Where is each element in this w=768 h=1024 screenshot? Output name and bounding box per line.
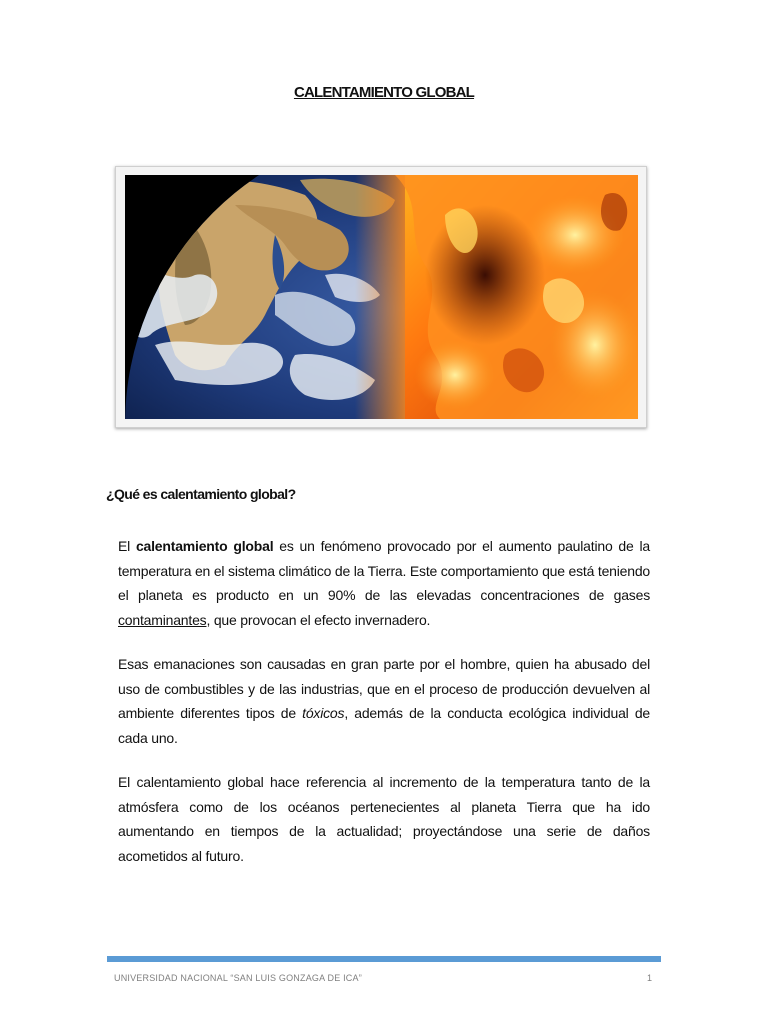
body-text	[118, 534, 650, 888]
figure-frame	[115, 166, 647, 428]
p2-lead: Esas emanaciones son causadas en gran parte por el hombre, quien ha abusado del uso de combustibles y de las industrias, que en el proceso de producción devuelven al ambiente diferentes tipos de	[118, 656, 650, 721]
page-title: CALENTAMIENTO GLOBAL	[293, 84, 475, 101]
p2-italic-term: tóxicos	[302, 705, 345, 721]
p2-tail: , además de la conducta ecológica individual de cada uno.	[118, 705, 650, 746]
p1-underlined-link[interactable]: contaminantes	[118, 611, 207, 628]
p1-mid: es un fenómeno provocado por el aumento paulatino de la temperatura en el sistema climático de la Tierra. Este comportamiento que está teniendo el planeta es producto en un 90% de las elevadas concentraciones de gases	[118, 538, 650, 603]
footer-rule	[107, 956, 661, 962]
p1-bold-term: calentamiento global	[135, 538, 274, 554]
page-number: 1	[647, 973, 653, 983]
paragraph-1	[118, 534, 650, 632]
p1-tail: , que provocan el efecto invernadero.	[206, 611, 431, 628]
paragraph-3: El calentamiento global hace referencia al incremento de la temperatura tanto de la atmósfera como de los océanos pertenecientes al planeta Tierra que ha ido aumentando en tiempos de la actualidad; proyectándose una serie de daños acometidos al futuro.	[118, 774, 650, 864]
footer-institution: UNIVERSIDAD NACIONAL “SAN LUIS GONZAGA DE ICA”	[114, 973, 362, 983]
paragraph-2	[118, 652, 650, 750]
p1-lead: El	[118, 538, 136, 554]
section-heading: ¿Qué es calentamiento global?	[106, 486, 296, 502]
earth-fire-image	[125, 175, 638, 419]
